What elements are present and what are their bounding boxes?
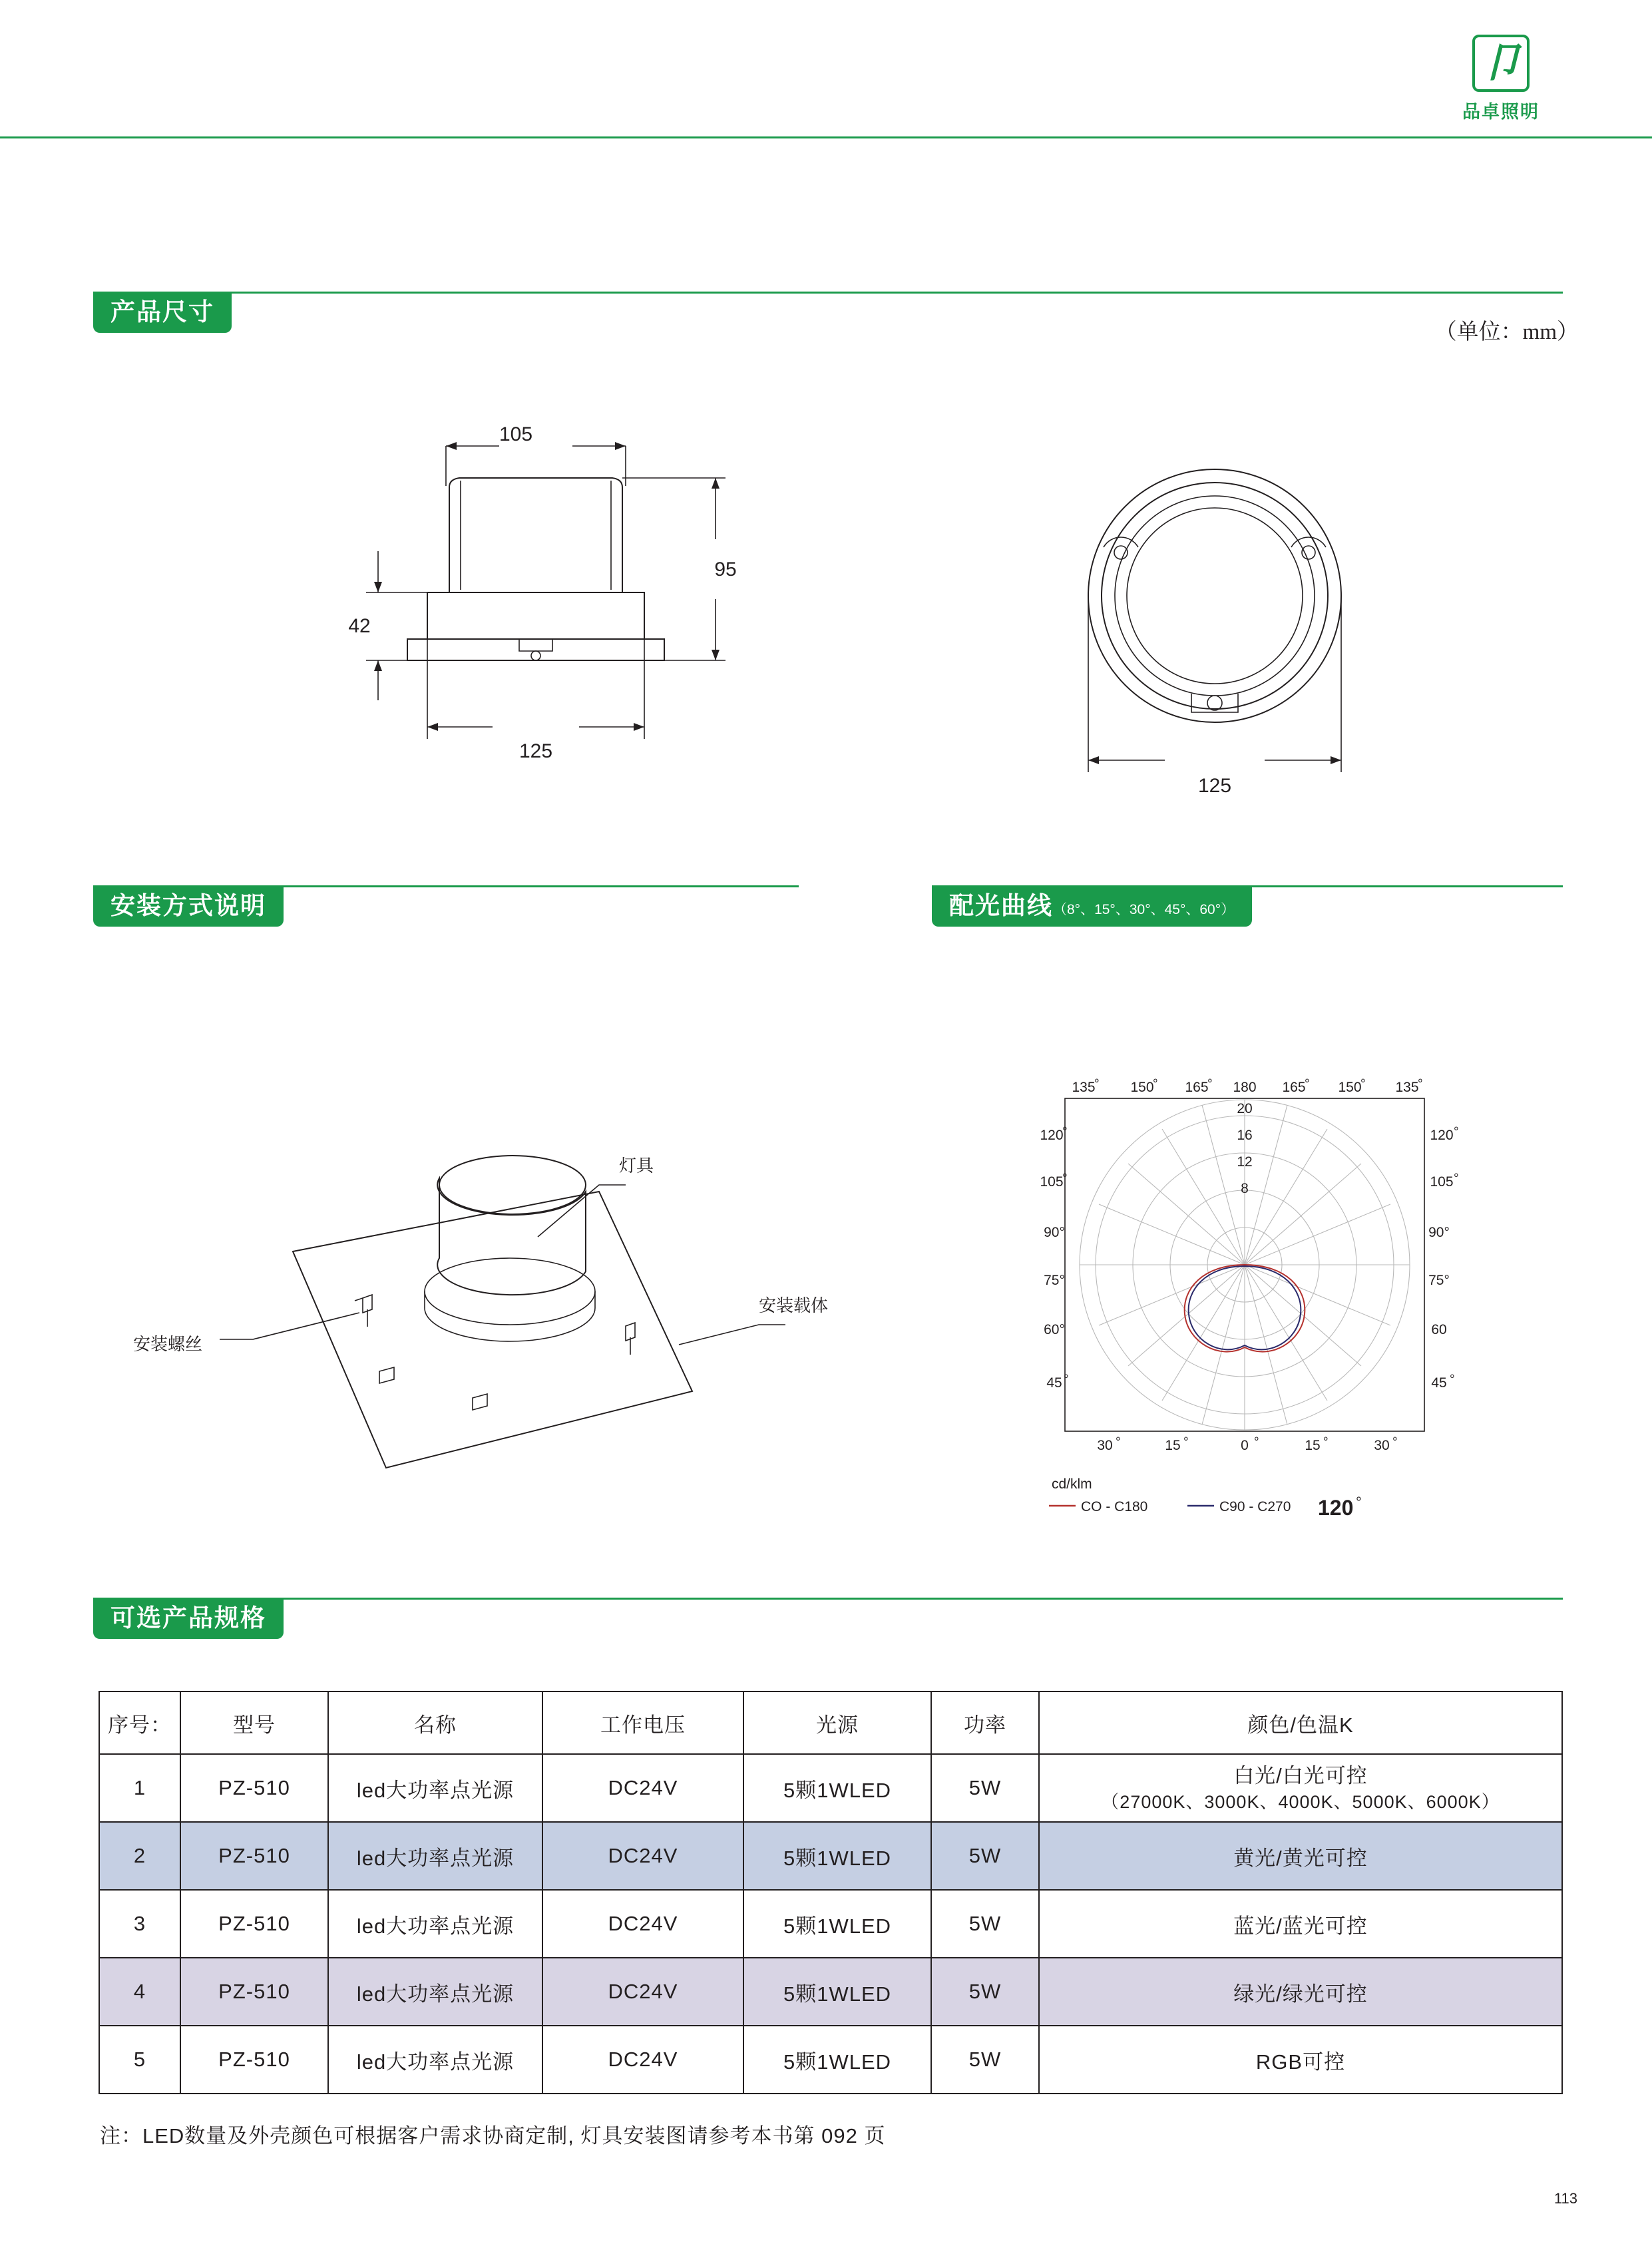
table-row: [99, 2026, 1562, 2094]
svg-text:°: °: [1062, 1172, 1068, 1186]
logo-mark-icon: [1472, 35, 1530, 92]
cell-color-line1: 白光/白光可控: [1233, 1763, 1368, 1787]
page-number: 113: [1553, 2190, 1577, 2207]
svg-text:75°: 75°: [1044, 1273, 1065, 1288]
cell-color: 黄光/黄光可控: [1039, 1822, 1562, 1890]
svg-text:°: °: [1254, 1435, 1259, 1449]
col-name: 名称: [328, 1691, 542, 1754]
cell-color: 绿光/绿光可控: [1039, 1958, 1562, 2026]
svg-text:42: 42: [348, 615, 371, 637]
cell-source: 5颗1WLED: [743, 2026, 931, 2094]
svg-text:°: °: [1116, 1435, 1121, 1449]
installation-title: 安装方式说明: [93, 885, 284, 927]
svg-text:125: 125: [1197, 775, 1232, 797]
cell-source: 5颗1WLED: [743, 1958, 931, 2026]
unit-note: （单位：mm）: [1434, 320, 1579, 344]
svg-text:150: 150: [1130, 1080, 1154, 1095]
logo-text: 品卓照明: [1462, 102, 1540, 122]
svg-text:150: 150: [1338, 1080, 1362, 1095]
cell-name: led大功率点光源: [328, 1890, 542, 1958]
cell-color: [1039, 1754, 1562, 1822]
specs-title: 可选产品规格: [93, 1598, 284, 1639]
svg-text:125: 125: [518, 740, 553, 762]
photometric-title-text: 配光曲线: [949, 892, 1053, 919]
svg-text:60°: 60°: [1044, 1322, 1065, 1337]
cell-name: led大功率点光源: [328, 1822, 542, 1890]
cell-no: 4: [99, 1958, 180, 2026]
svg-text:°: °: [1183, 1435, 1189, 1449]
svg-text:30: 30: [1097, 1438, 1113, 1453]
cell-model: PZ-510: [180, 1958, 328, 2026]
table-row: [99, 1958, 1562, 2026]
chart-legend: [1025, 1464, 1518, 1551]
svg-text:120: 120: [1430, 1128, 1454, 1143]
svg-text:16: 16: [1237, 1128, 1253, 1143]
svg-text:12: 12: [1237, 1154, 1253, 1170]
col-voltage: 工作电压: [542, 1691, 743, 1754]
svg-text:C90 - C270: C90 - C270: [1219, 1499, 1291, 1514]
specs-note: 注：LED数量及外壳颜色可根据客户需求协商定制, 灯具安装图请参考本书第 092 页: [100, 2124, 886, 2147]
col-source: 光源: [743, 1691, 931, 1754]
svg-text:15: 15: [1165, 1438, 1181, 1453]
svg-text:105: 105: [1430, 1174, 1454, 1190]
cell-voltage: DC24V: [542, 1754, 743, 1822]
svg-text:°: °: [1454, 1125, 1459, 1139]
col-color: 颜色/色温K: [1039, 1691, 1562, 1754]
cell-power: 5W: [931, 1754, 1039, 1822]
cell-power: 5W: [931, 1822, 1039, 1890]
svg-text:75°: 75°: [1428, 1273, 1450, 1288]
col-no: 序号：: [99, 1691, 180, 1754]
svg-text:45: 45: [1431, 1375, 1447, 1391]
col-power: 功率: [931, 1691, 1039, 1754]
top-view-drawing: [965, 459, 1471, 832]
photometric-title: [932, 885, 1252, 927]
specs-table: [99, 1691, 1563, 2094]
svg-text:°: °: [1064, 1373, 1069, 1387]
svg-text:60: 60: [1431, 1322, 1447, 1337]
table-row: [99, 1890, 1562, 1958]
cell-power: 5W: [931, 1890, 1039, 1958]
svg-text:165: 165: [1282, 1080, 1306, 1095]
svg-text:°: °: [1356, 1494, 1362, 1510]
cell-voltage: DC24V: [542, 1958, 743, 2026]
svg-text:30: 30: [1374, 1438, 1390, 1453]
svg-text:°: °: [1062, 1125, 1068, 1139]
cell-source: 5颗1WLED: [743, 1754, 931, 1822]
svg-text:°: °: [1360, 1077, 1366, 1091]
svg-text:8: 8: [1241, 1181, 1249, 1196]
svg-text:°: °: [1153, 1077, 1158, 1091]
dimensions-rule: [93, 292, 1563, 294]
svg-text:CO - C180: CO - C180: [1081, 1499, 1148, 1514]
svg-text:°: °: [1323, 1435, 1329, 1449]
svg-text:°: °: [1418, 1077, 1423, 1091]
installation-diagram: [93, 1078, 879, 1478]
cell-name: led大功率点光源: [328, 1754, 542, 1822]
svg-text:°: °: [1094, 1077, 1100, 1091]
cell-power: 5W: [931, 2026, 1039, 2094]
table-row: [99, 1822, 1562, 1890]
cell-voltage: DC24V: [542, 1822, 743, 1890]
page-header: [0, 0, 1652, 138]
cell-model: PZ-510: [180, 1890, 328, 1958]
svg-text:165: 165: [1185, 1080, 1209, 1095]
cell-voltage: DC24V: [542, 2026, 743, 2094]
logo-glyph: 卩: [1480, 41, 1522, 86]
svg-text:45: 45: [1046, 1375, 1062, 1391]
dimensions-title: 产品尺寸: [93, 292, 232, 333]
cell-model: PZ-510: [180, 1754, 328, 1822]
svg-text:180: 180: [1233, 1080, 1257, 1095]
svg-text:90°: 90°: [1044, 1225, 1065, 1240]
cell-color: RGB可控: [1039, 2026, 1562, 2094]
svg-text:0: 0: [1241, 1438, 1249, 1453]
svg-text:安装载体: 安装载体: [759, 1295, 829, 1315]
cell-no: 5: [99, 2026, 180, 2094]
brand-logo: [1424, 35, 1577, 120]
svg-text:105: 105: [499, 423, 533, 445]
cell-source: 5颗1WLED: [743, 1890, 931, 1958]
cell-color: 蓝光/蓝光可控: [1039, 1890, 1562, 1958]
cell-model: PZ-510: [180, 1822, 328, 1890]
specs-rule: [93, 1598, 1563, 1600]
cell-no: 2: [99, 1822, 180, 1890]
svg-text:135: 135: [1072, 1080, 1096, 1095]
svg-text:°: °: [1392, 1435, 1398, 1449]
svg-text:°: °: [1305, 1077, 1310, 1091]
cell-power: 5W: [931, 1958, 1039, 2026]
cell-model: PZ-510: [180, 2026, 328, 2094]
cell-no: 3: [99, 1890, 180, 1958]
photometric-subtitle: （8°、15°、30°、45°、60°）: [1053, 902, 1235, 917]
light-distribution-chart: [1025, 1065, 1518, 1531]
cell-name: led大功率点光源: [328, 2026, 542, 2094]
svg-text:安装螺丝: 安装螺丝: [133, 1334, 203, 1354]
svg-text:20: 20: [1237, 1101, 1253, 1116]
svg-text:105: 105: [1040, 1174, 1064, 1190]
svg-text:°: °: [1450, 1373, 1455, 1387]
svg-text:cd/klm: cd/klm: [1052, 1476, 1092, 1492]
svg-text:120: 120: [1040, 1128, 1064, 1143]
cell-source: 5颗1WLED: [743, 1822, 931, 1890]
svg-text:90°: 90°: [1428, 1225, 1450, 1240]
svg-text:15: 15: [1305, 1438, 1321, 1453]
svg-text:135: 135: [1395, 1080, 1419, 1095]
table-header-row: [99, 1691, 1562, 1754]
side-view-drawing: [286, 399, 792, 832]
table-row: [99, 1754, 1562, 1822]
cell-voltage: DC24V: [542, 1890, 743, 1958]
header-divider: [0, 136, 1652, 138]
cell-no: 1: [99, 1754, 180, 1822]
cell-name: led大功率点光源: [328, 1958, 542, 2026]
cell-color-line2: （27000K、3000K、4000K、5000K、6000K）: [1101, 1791, 1500, 1812]
svg-text:120: 120: [1318, 1496, 1354, 1520]
svg-text:灯具: 灯具: [619, 1156, 654, 1176]
svg-text:°: °: [1207, 1077, 1213, 1091]
svg-text:°: °: [1454, 1172, 1459, 1186]
svg-text:95: 95: [714, 559, 737, 580]
col-model: 型号: [180, 1691, 328, 1754]
